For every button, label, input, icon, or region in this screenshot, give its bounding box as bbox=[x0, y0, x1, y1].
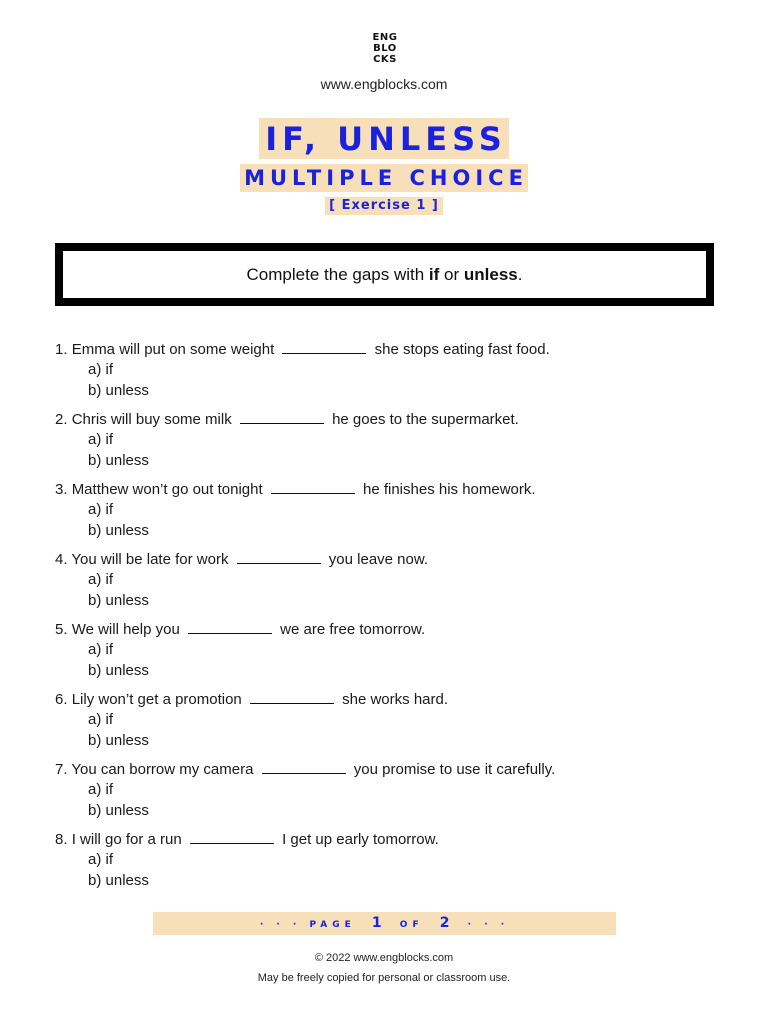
option-a[interactable]: a) if bbox=[88, 361, 114, 378]
instruction-middle: or bbox=[439, 264, 464, 284]
question-item bbox=[55, 619, 715, 689]
option-a[interactable]: a) if bbox=[88, 781, 114, 798]
answer-blank[interactable] bbox=[188, 619, 272, 634]
question-item bbox=[55, 829, 715, 899]
question-number: 6. bbox=[55, 691, 68, 708]
question-before: Chris will buy some milk bbox=[71, 411, 232, 428]
option-b[interactable]: b) unless bbox=[88, 802, 149, 819]
question-after: she stops eating fast food. bbox=[374, 341, 550, 358]
worksheet-subtitle-wrap bbox=[0, 164, 768, 192]
question-text bbox=[55, 759, 555, 780]
question-number: 5. bbox=[55, 621, 68, 638]
answer-blank[interactable] bbox=[237, 549, 321, 564]
question-after: she works hard. bbox=[342, 691, 449, 708]
instruction-suffix: . bbox=[517, 264, 523, 284]
question-text bbox=[55, 339, 550, 360]
question-text bbox=[55, 829, 439, 850]
question-item bbox=[55, 409, 715, 479]
question-after: he finishes his homework. bbox=[362, 481, 536, 498]
option-b[interactable]: b) unless bbox=[88, 382, 149, 399]
question-item bbox=[55, 689, 715, 759]
question-before: I will go for a run bbox=[71, 831, 182, 848]
question-list bbox=[55, 339, 715, 899]
option-b[interactable]: b) unless bbox=[88, 662, 149, 679]
question-text bbox=[55, 479, 536, 500]
page-total: 2 bbox=[439, 915, 452, 931]
question-number: 7. bbox=[55, 761, 68, 778]
question-number: 3. bbox=[55, 481, 68, 498]
worksheet-title-wrap bbox=[0, 118, 768, 159]
page-indicator bbox=[153, 912, 616, 935]
question-number: 2. bbox=[55, 411, 68, 428]
option-b[interactable]: b) unless bbox=[88, 452, 149, 469]
of-word: OF bbox=[399, 920, 424, 930]
option-a[interactable]: a) if bbox=[88, 571, 114, 588]
instruction-word-if: if bbox=[428, 264, 440, 284]
question-item bbox=[55, 479, 715, 549]
question-before: Emma will put on some weight bbox=[71, 341, 275, 358]
question-before: We will help you bbox=[71, 621, 180, 638]
question-after: you leave now. bbox=[328, 551, 429, 568]
question-before: You can borrow my camera bbox=[71, 761, 254, 778]
worksheet-title: IF, UNLESS bbox=[259, 118, 509, 159]
option-b[interactable]: b) unless bbox=[88, 522, 149, 539]
instruction-prefix: Complete the gaps with bbox=[246, 264, 429, 284]
page-current: 1 bbox=[371, 915, 384, 931]
question-text bbox=[55, 619, 425, 640]
question-item bbox=[55, 759, 715, 829]
engblocks-logo bbox=[368, 32, 402, 65]
question-item bbox=[55, 549, 715, 619]
answer-blank[interactable] bbox=[262, 759, 346, 774]
answer-blank[interactable] bbox=[250, 689, 334, 704]
option-b[interactable]: b) unless bbox=[88, 592, 149, 609]
answer-blank[interactable] bbox=[282, 339, 366, 354]
instruction-word-unless: unless bbox=[463, 264, 518, 284]
instruction-text bbox=[63, 251, 706, 298]
exercise-label: [ Exercise 1 ] bbox=[325, 197, 443, 215]
copyright-text: © 2022 www.engblocks.com bbox=[314, 952, 454, 964]
answer-blank[interactable] bbox=[271, 479, 355, 494]
question-after: you promise to use it carefully. bbox=[353, 761, 556, 778]
question-after: he goes to the supermarket. bbox=[332, 411, 519, 428]
question-number: 8. bbox=[55, 831, 68, 848]
option-a[interactable]: a) if bbox=[88, 501, 114, 518]
question-item bbox=[55, 339, 715, 409]
logo-line: CKS bbox=[373, 54, 397, 65]
question-number: 4. bbox=[55, 551, 68, 568]
dots-left: · · · bbox=[259, 920, 302, 930]
option-a[interactable]: a) if bbox=[88, 711, 114, 728]
question-before: Matthew won’t go out tonight bbox=[71, 481, 263, 498]
site-url: www.engblocks.com bbox=[320, 76, 448, 92]
option-a[interactable]: a) if bbox=[88, 641, 114, 658]
question-before: Lily won’t get a promotion bbox=[71, 691, 242, 708]
logo-line: ENG bbox=[372, 32, 398, 43]
option-b[interactable]: b) unless bbox=[88, 872, 149, 889]
exercise-label-wrap bbox=[0, 196, 768, 215]
answer-blank[interactable] bbox=[190, 829, 274, 844]
logo-line: BLO bbox=[373, 43, 397, 54]
question-after: I get up early tomorrow. bbox=[282, 831, 439, 848]
question-text bbox=[55, 549, 428, 570]
dots-right: · · · bbox=[467, 920, 510, 930]
option-b[interactable]: b) unless bbox=[88, 732, 149, 749]
page-word: PAGE bbox=[309, 920, 356, 930]
instruction-box bbox=[55, 243, 714, 306]
question-number: 1. bbox=[55, 341, 68, 358]
option-a[interactable]: a) if bbox=[88, 851, 114, 868]
license-text: May be freely copied for personal or classroom use. bbox=[257, 972, 511, 984]
question-after: we are free tomorrow. bbox=[280, 621, 426, 638]
question-text bbox=[55, 409, 519, 430]
worksheet-subtitle: MULTIPLE CHOICE bbox=[240, 164, 528, 192]
answer-blank[interactable] bbox=[240, 409, 324, 424]
question-text bbox=[55, 689, 448, 710]
question-before: You will be late for work bbox=[71, 551, 229, 568]
option-a[interactable]: a) if bbox=[88, 431, 114, 448]
